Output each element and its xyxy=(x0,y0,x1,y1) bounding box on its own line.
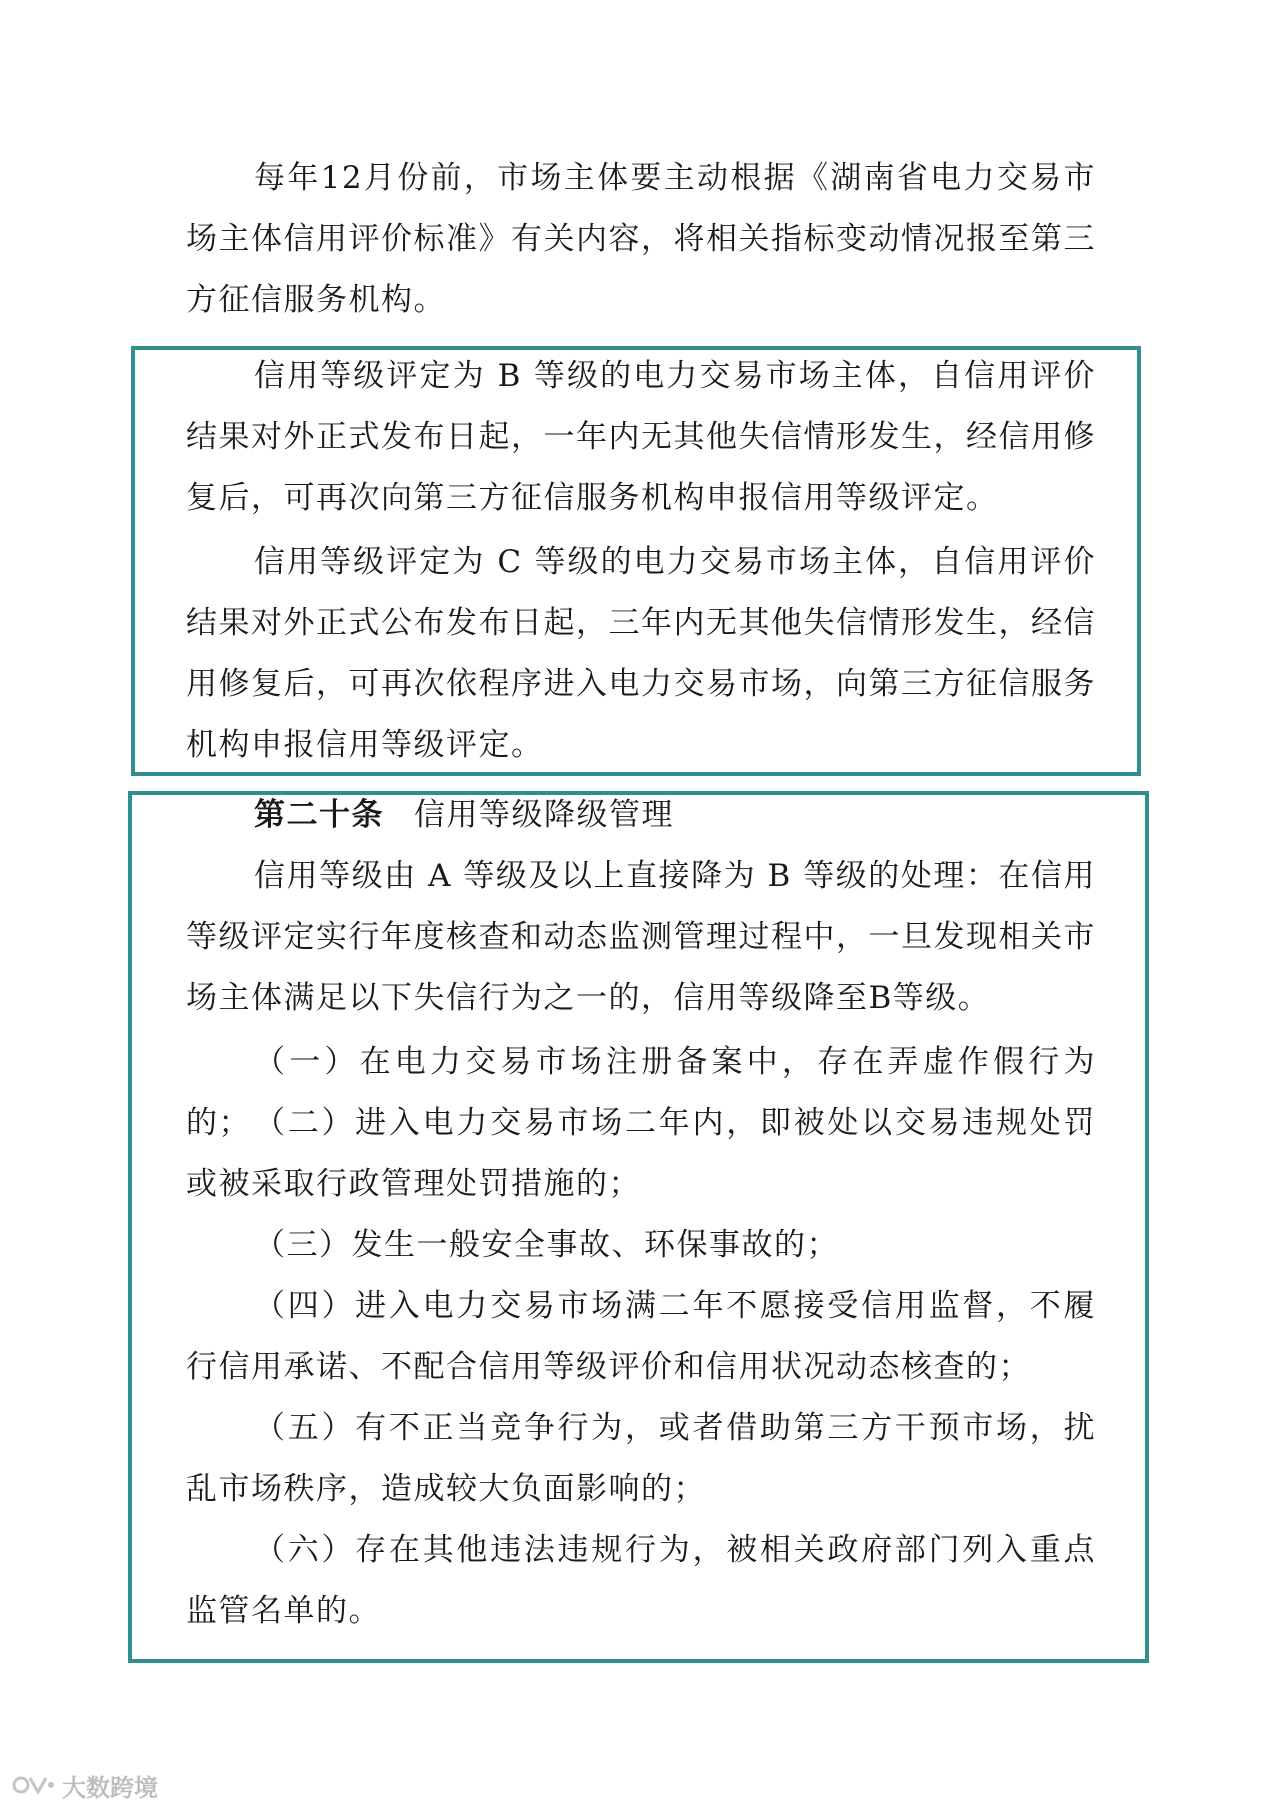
article-20-heading xyxy=(186,785,1096,846)
dashuju-logo-icon xyxy=(12,1770,56,1800)
article-20-item-1: （一）在电力交易市场注册备案中，存在弄虚作假行为的； xyxy=(186,1044,1096,1141)
watermark xyxy=(12,1768,158,1802)
article-20-item-5: （五）有不正当竞争行为，或者借助第三方干预市场，扰乱市场秩序，造成较大负面影响的； xyxy=(186,1410,1096,1507)
watermark-text: 大数跨境 xyxy=(62,1773,158,1802)
article-20-item-4: （四）进入电力交易市场满二年不愿接受信用监督，不履行信用承诺、不配合信用等级评价和信用状况动态核查的； xyxy=(186,1288,1096,1385)
article-20-item-3: （三）发生一般安全事故、环保事故的； xyxy=(254,1227,839,1263)
article-20-lead: 信用等级由 A 等级及以上直接降为 B 等级的处理：在信用等级评定实行年度核查和动态监测管理过程中，一旦发现相关市场主体满足以下失信行为之一的，信用等级降至B等级。 xyxy=(186,858,1096,1016)
article-20-item-2: （二）进入电力交易市场二年内，即被处以交易违规处罚或被采取行政管理处罚措施的； xyxy=(186,1105,1096,1202)
repair-paragraph-b: 信用等级评定为 B 等级的电力交易市场主体，自信用评价结果对外正式发布日起，一年内无其他失信情形发生，经信用修复后，可再次向第三方征信服务机构申报信用等级评定。 xyxy=(186,358,1096,516)
intro-paragraph: 每年12月份前，市场主体要主动根据《湖南省电力交易市场主体信用评价标准》有关内容，将相关指标变动情况报至第三方征信服务机构。 xyxy=(186,160,1096,318)
article-20-item-6: （六）存在其他违法违规行为，被相关政府部门列入重点监管名单的。 xyxy=(186,1532,1096,1629)
article-number: 第二十条 xyxy=(254,797,384,833)
repair-paragraph-c: 信用等级评定为 C 等级的电力交易市场主体，自信用评价结果对外正式公布发布日起，三年内无其他失信情形发生，经信用修复后，可再次依程序进入电力交易市场，向第三方征信服务机构申报信用等级评定。 xyxy=(186,544,1096,763)
article-title: 信用等级降级管理 xyxy=(414,797,674,833)
